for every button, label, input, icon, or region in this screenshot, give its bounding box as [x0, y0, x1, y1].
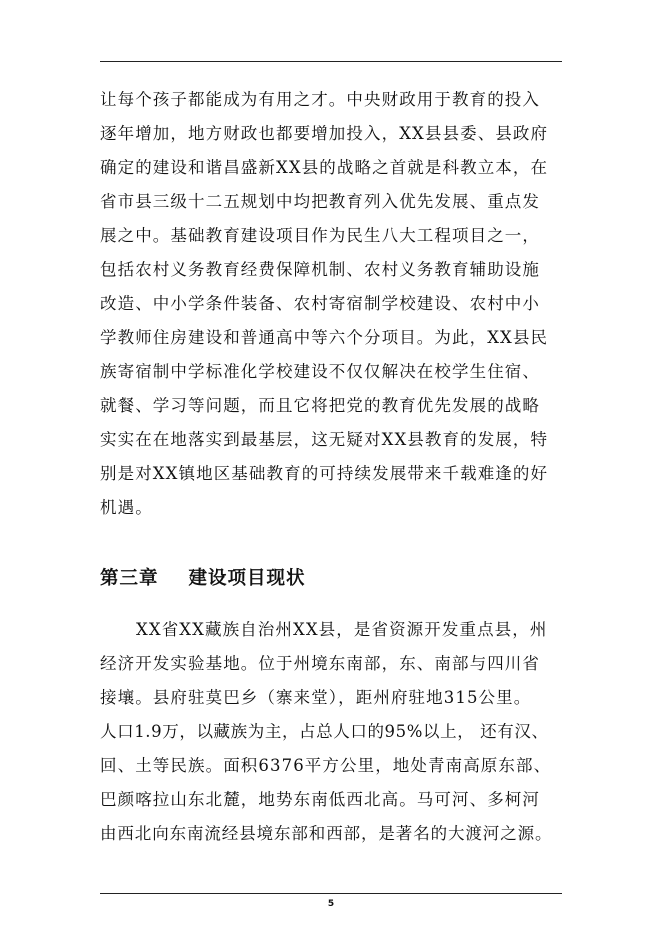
paragraph-line: 就餐、学习等问题，而且它将把党的教育优先发展的战略 — [100, 396, 540, 415]
paragraph-line: 巴颜喀拉山东北麓，地势东南低西北高。马可河、多柯河 — [100, 790, 540, 809]
paragraph-line: 省市县三级十二五规划中均把教育列入优先发展、重点发 — [100, 192, 540, 211]
chapter-heading — [100, 567, 306, 591]
paragraph-line: 学教师住房建设和普通高中等六个分项目。为此，XX县民 — [100, 328, 549, 347]
chapter-number: 第三章 — [100, 568, 159, 589]
paragraph-line: 改造、中小学条件装备、农村寄宿制学校建设、农村中小 — [100, 294, 540, 313]
paragraph-line: 让每个孩子都能成为有用之才。中央财政用于教育的投入 — [100, 90, 540, 109]
page-number: 5 — [327, 899, 335, 909]
paragraph-line: 包括农村义务教育经费保障机制、农村义务教育辅助设施 — [100, 260, 540, 279]
paragraph-line: 由西北向东南流经县境东部和西部，是著名的大渡河之源。 — [100, 824, 553, 843]
paragraph-line: 逐年增加，地方财政也都要增加投入，XX县县委、县政府 — [100, 124, 549, 143]
paragraph-line: 接壤。县府驻莫巴乡（寨来堂），距州府驻地315公里。 — [100, 688, 532, 707]
paragraph-line: 回、土等民族。面积6376平方公里，地处青南高原东部、 — [100, 756, 552, 775]
paragraph-line: XX省XX藏族自治州XX县，是省资源开发重点县，州 — [136, 620, 548, 639]
paragraph-line: 确定的建设和谐昌盛新XX县的战略之首就是科教立本，在 — [100, 158, 549, 177]
paragraph-line: 机遇。 — [100, 498, 153, 517]
paragraph-line: 展之中。基础教育建设项目作为民生八大工程项目之一， — [100, 226, 540, 245]
paragraph-line: 实实在在地落实到最基层，这无疑对XX县教育的发展，特 — [100, 430, 549, 449]
paragraph-line: 经济开发实验基地。位于州境东南部，东、南部与四川省 — [100, 654, 540, 673]
footer-rule — [100, 893, 562, 894]
paragraph-line: 人口1.9万，以藏族为主，占总人口的95%以上， 还有汉、 — [100, 722, 549, 741]
paragraph-line: 别是对XX镇地区基础教育的可持续发展带来千载难逢的好 — [100, 464, 549, 483]
paragraph-line: 族寄宿制中学标准化学校建设不仅仅解决在校学生住宿、 — [100, 362, 540, 381]
header-rule — [100, 61, 562, 62]
chapter-title: 建设项目现状 — [188, 568, 306, 589]
